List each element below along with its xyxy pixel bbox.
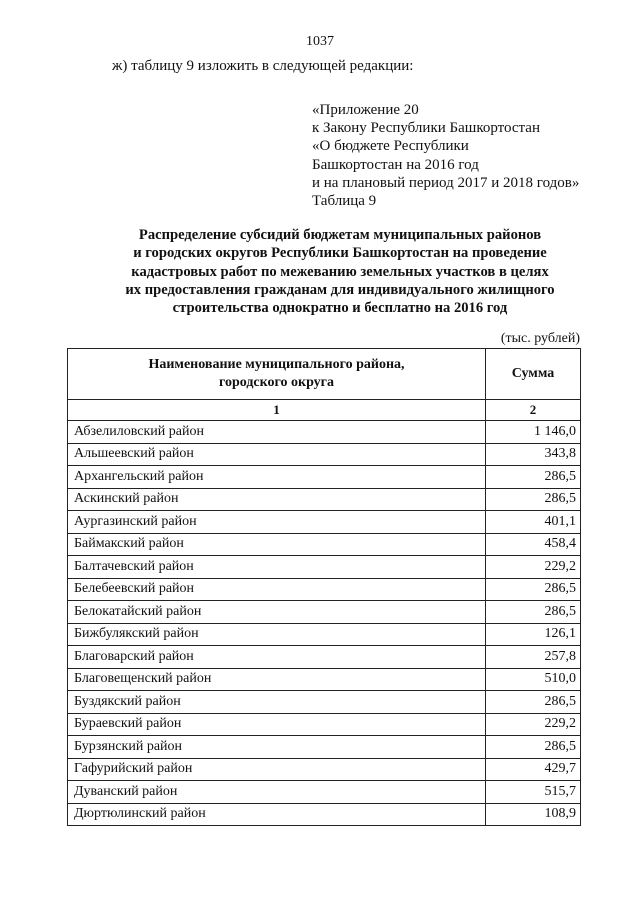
amount-cell: 286,5 — [486, 601, 581, 624]
amount-cell: 401,1 — [486, 511, 581, 534]
table-row — [68, 668, 581, 691]
table-row — [68, 466, 581, 489]
district-name-cell: Аургазинский район — [68, 511, 486, 534]
amount-cell: 229,2 — [486, 713, 581, 736]
intro-text: ж) таблицу 9 изложить в следующей редакции: — [112, 58, 414, 74]
table-row — [68, 421, 581, 444]
amount-cell: 286,5 — [486, 578, 581, 601]
title-line: их предоставления гражданам для индивидуального жилищного — [125, 281, 555, 298]
table-row — [68, 691, 581, 714]
column-number: 2 — [486, 400, 581, 421]
title-line: Распределение субсидий бюджетам муниципальных районов — [138, 227, 542, 243]
appendix-line: и на плановый период 2017 и 2018 годов» — [312, 174, 580, 191]
table-row — [68, 803, 581, 826]
column-header-name-line1: Наименование муниципального района, — [148, 357, 405, 372]
column-number-row — [68, 400, 581, 421]
amount-cell: 286,5 — [486, 466, 581, 489]
amount-cell: 286,5 — [486, 691, 581, 714]
table-row — [68, 488, 581, 511]
column-number: 1 — [68, 400, 486, 421]
column-header-name — [68, 349, 486, 400]
amount-cell: 286,5 — [486, 736, 581, 759]
subsidy-table — [67, 348, 581, 826]
district-name-cell: Дюртюлинский район — [68, 803, 486, 826]
table-row — [68, 443, 581, 466]
table-row — [68, 781, 581, 804]
table-body — [68, 421, 581, 826]
amount-cell: 343,8 — [486, 443, 581, 466]
table-row — [68, 533, 581, 556]
appendix-reference — [312, 101, 579, 210]
amount-cell: 257,8 — [486, 646, 581, 669]
district-name-cell: Белебеевский район — [68, 578, 486, 601]
district-name-cell: Бижбулякский район — [68, 623, 486, 646]
document-title — [60, 226, 620, 317]
amount-cell: 286,5 — [486, 488, 581, 511]
table-row — [68, 758, 581, 781]
appendix-line: «О бюджете Республики — [312, 138, 469, 155]
amount-cell: 458,4 — [486, 533, 581, 556]
district-name-cell: Дуванский район — [68, 781, 486, 804]
table-row — [68, 736, 581, 759]
table-row — [68, 623, 581, 646]
district-name-cell: Благоварский район — [68, 646, 486, 669]
table-row — [68, 511, 581, 534]
amount-cell: 108,9 — [486, 803, 581, 826]
district-name-cell: Гафурийский район — [68, 758, 486, 781]
amount-cell: 515,7 — [486, 781, 581, 804]
appendix-line: к Закону Республики Башкортостан — [312, 120, 540, 137]
district-name-cell: Архангельский район — [68, 466, 486, 489]
appendix-line: Таблица 9 — [312, 193, 377, 210]
district-name-cell: Аскинский район — [68, 488, 486, 511]
amount-cell: 510,0 — [486, 668, 581, 691]
district-name-cell: Абзелиловский район — [68, 421, 486, 444]
title-line: и городских округов Республики Башкортостан на проведение — [133, 245, 547, 262]
page-number: 1037 — [306, 34, 334, 49]
table-row — [68, 646, 581, 669]
amount-cell: 126,1 — [486, 623, 581, 646]
amount-cell: 1 146,0 — [486, 421, 581, 444]
title-line: кадастровых работ по межеванию земельных участков в целях — [131, 263, 549, 280]
amount-cell: 229,2 — [486, 556, 581, 579]
district-name-cell: Благовещенский район — [68, 668, 486, 691]
appendix-line: Башкортостан на 2016 год — [312, 156, 479, 173]
table-header-row — [68, 349, 581, 400]
appendix-line: «Приложение 20 — [312, 102, 419, 118]
district-name-cell: Бураевский район — [68, 713, 486, 736]
table-row — [68, 601, 581, 624]
district-name-cell: Балтачевский район — [68, 556, 486, 579]
table-row — [68, 713, 581, 736]
table-row — [68, 578, 581, 601]
district-name-cell: Баймакский район — [68, 533, 486, 556]
district-name-cell: Бурзянский район — [68, 736, 486, 759]
district-name-cell: Буздякский район — [68, 691, 486, 714]
column-header-name-line2: городского округа — [218, 375, 335, 390]
units-label: (тыс. рублей) — [500, 331, 580, 346]
district-name-cell: Белокатайский район — [68, 601, 486, 624]
amount-cell: 429,7 — [486, 758, 581, 781]
district-name-cell: Альшеевский район — [68, 443, 486, 466]
title-line: строительства однократно и бесплатно на 2016 год — [172, 300, 508, 317]
table-row — [68, 556, 581, 579]
column-header-sum: Сумма — [486, 349, 581, 400]
